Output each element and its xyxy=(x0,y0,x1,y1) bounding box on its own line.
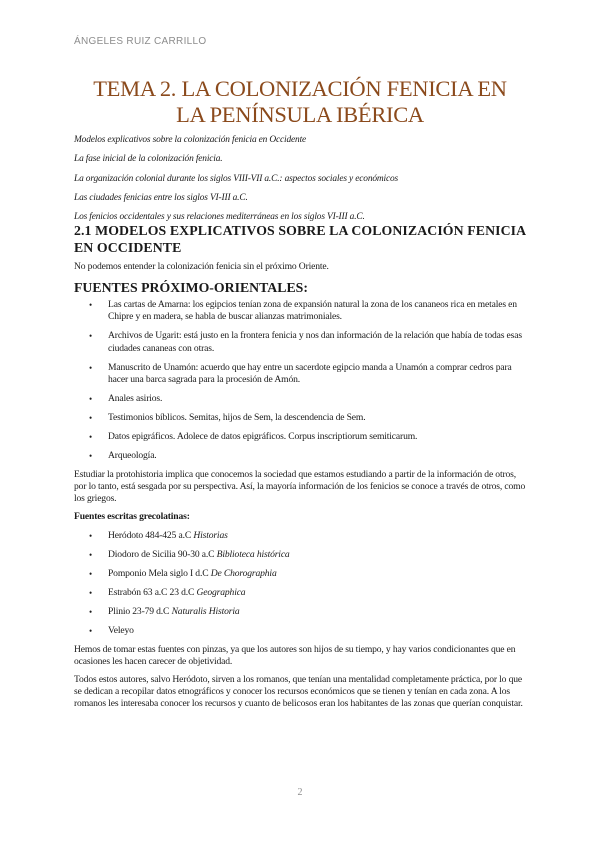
source-author: Pomponio Mela siglo I d.C xyxy=(108,567,211,579)
list-item: • Las cartas de Amarna: los egipcios tenían zona de expansión natural la zona de los cananeos rica en metales en Chipre y en madera, se habla de buscar alianzas matrimoniales. xyxy=(74,299,530,323)
source-author: Diodoro de Sicilia 90-30 a.C xyxy=(108,548,217,560)
protohistory-paragraph: Estudiar la protohistoria implica que conocemos la sociedad que estamos estudiando a partir de la información de otros, por lo tanto, está sesgada por su perspectiva. Así, la mayoría información de los fenicios se conoce a través de otros, como los griegos. xyxy=(74,468,526,505)
section-heading: 2.1 MODELOS EXPLICATIVOS SOBRE LA COLONIZACIÓN FENICIA EN OCCIDENTE xyxy=(74,223,526,255)
source-author: Veleyo xyxy=(108,624,134,636)
list-item xyxy=(74,625,530,637)
title-line-2: LA PENÍNSULA IBÉRICA xyxy=(176,102,424,127)
page-number: 2 xyxy=(297,787,303,798)
list-item: • Datos epigráficos. Adolece de datos epigráficos. Corpus inscriptiorum semiticarum. xyxy=(74,431,530,443)
list-item: • Archivos de Ugarit: está justo en la frontera fenicia y nos dan información de la relación que había de todas esas ciudades cananeas con otras. xyxy=(74,330,530,354)
title-line-1: TEMA 2. LA COLONIZACIÓN FENICIA EN xyxy=(93,76,507,101)
list-item: • Testimonios bíblicos. Semitas, hijos de Sem, la descendencia de Sem. xyxy=(74,412,530,424)
page-title xyxy=(60,76,540,128)
near-east-sources-list xyxy=(74,299,530,462)
toc-item: Las ciudades fenicias entre los siglos VI-III a.C. xyxy=(74,192,248,203)
list-item xyxy=(74,587,530,599)
toc-item: La organización colonial durante los siglos VIII-VII a.C.: aspectos sociales y económicos xyxy=(74,173,399,184)
table-of-contents xyxy=(74,131,534,227)
intro-paragraph: No podemos entender la colonización fenicia sin el próximo Oriente. xyxy=(74,261,329,272)
classical-sources-list xyxy=(74,530,530,637)
caution-paragraph: Hemos de tomar estas fuentes con pinzas, ya que los autores son hijos de su tiempo, y hay varios condicionantes que en ocasiones les hacen carecer de objetividad. xyxy=(74,643,516,667)
sources-heading: FUENTES PRÓXIMO-ORIENTALES: xyxy=(74,280,308,296)
list-item: • Anales asirios. xyxy=(74,393,530,405)
source-work: Naturalis Historia xyxy=(171,605,240,617)
toc-item: La fase inicial de la colonización fenicia. xyxy=(74,154,223,165)
page-header-author: ÁNGELES RUIZ CARRILLO xyxy=(74,36,207,47)
source-work: Geographica xyxy=(196,586,246,598)
source-author: Plinio 23-79 d.C xyxy=(108,605,172,617)
list-item: • Arqueología. xyxy=(74,450,530,462)
romans-paragraph: Todos estos autores, salvo Heródoto, sirven a los romanos, que tenían una mentalidad completamente práctica, por lo que se dedican a recopilar datos etnográficos y conocer los recursos económicos que se tienen y tenían en cada zona. A los romanos les interesaba conocer los recursos y cuanto de belicosos eran los habitantes de las zonas que querían conquistar. xyxy=(74,674,523,710)
list-item xyxy=(74,549,530,561)
toc-item: Modelos explicativos sobre la colonización fenicia en Occidente xyxy=(74,135,307,145)
source-author: Estrabón 63 a.C 23 d.C xyxy=(108,586,197,598)
toc-item: Los fenicios occidentales y sus relaciones mediterráneas en los siglos VI-III a.C. xyxy=(74,212,365,223)
source-author: Heródoto 484-425 a.C xyxy=(108,529,194,541)
section-body xyxy=(74,222,530,717)
classical-sources-heading: Fuentes escritas grecolatinas: xyxy=(74,511,190,523)
source-work: Historias xyxy=(193,529,228,541)
list-item: • Manuscrito de Unamón: acuerdo que hay entre un sacerdote egipcio manda a Unamón a comprar cedros para hacer una barca sagrada para la procesión de Amón. xyxy=(74,362,530,386)
list-item xyxy=(74,568,530,580)
list-item xyxy=(74,530,530,542)
source-work: De Chorographia xyxy=(210,567,277,579)
list-item xyxy=(74,606,530,618)
source-work: Biblioteca histórica xyxy=(216,548,290,560)
